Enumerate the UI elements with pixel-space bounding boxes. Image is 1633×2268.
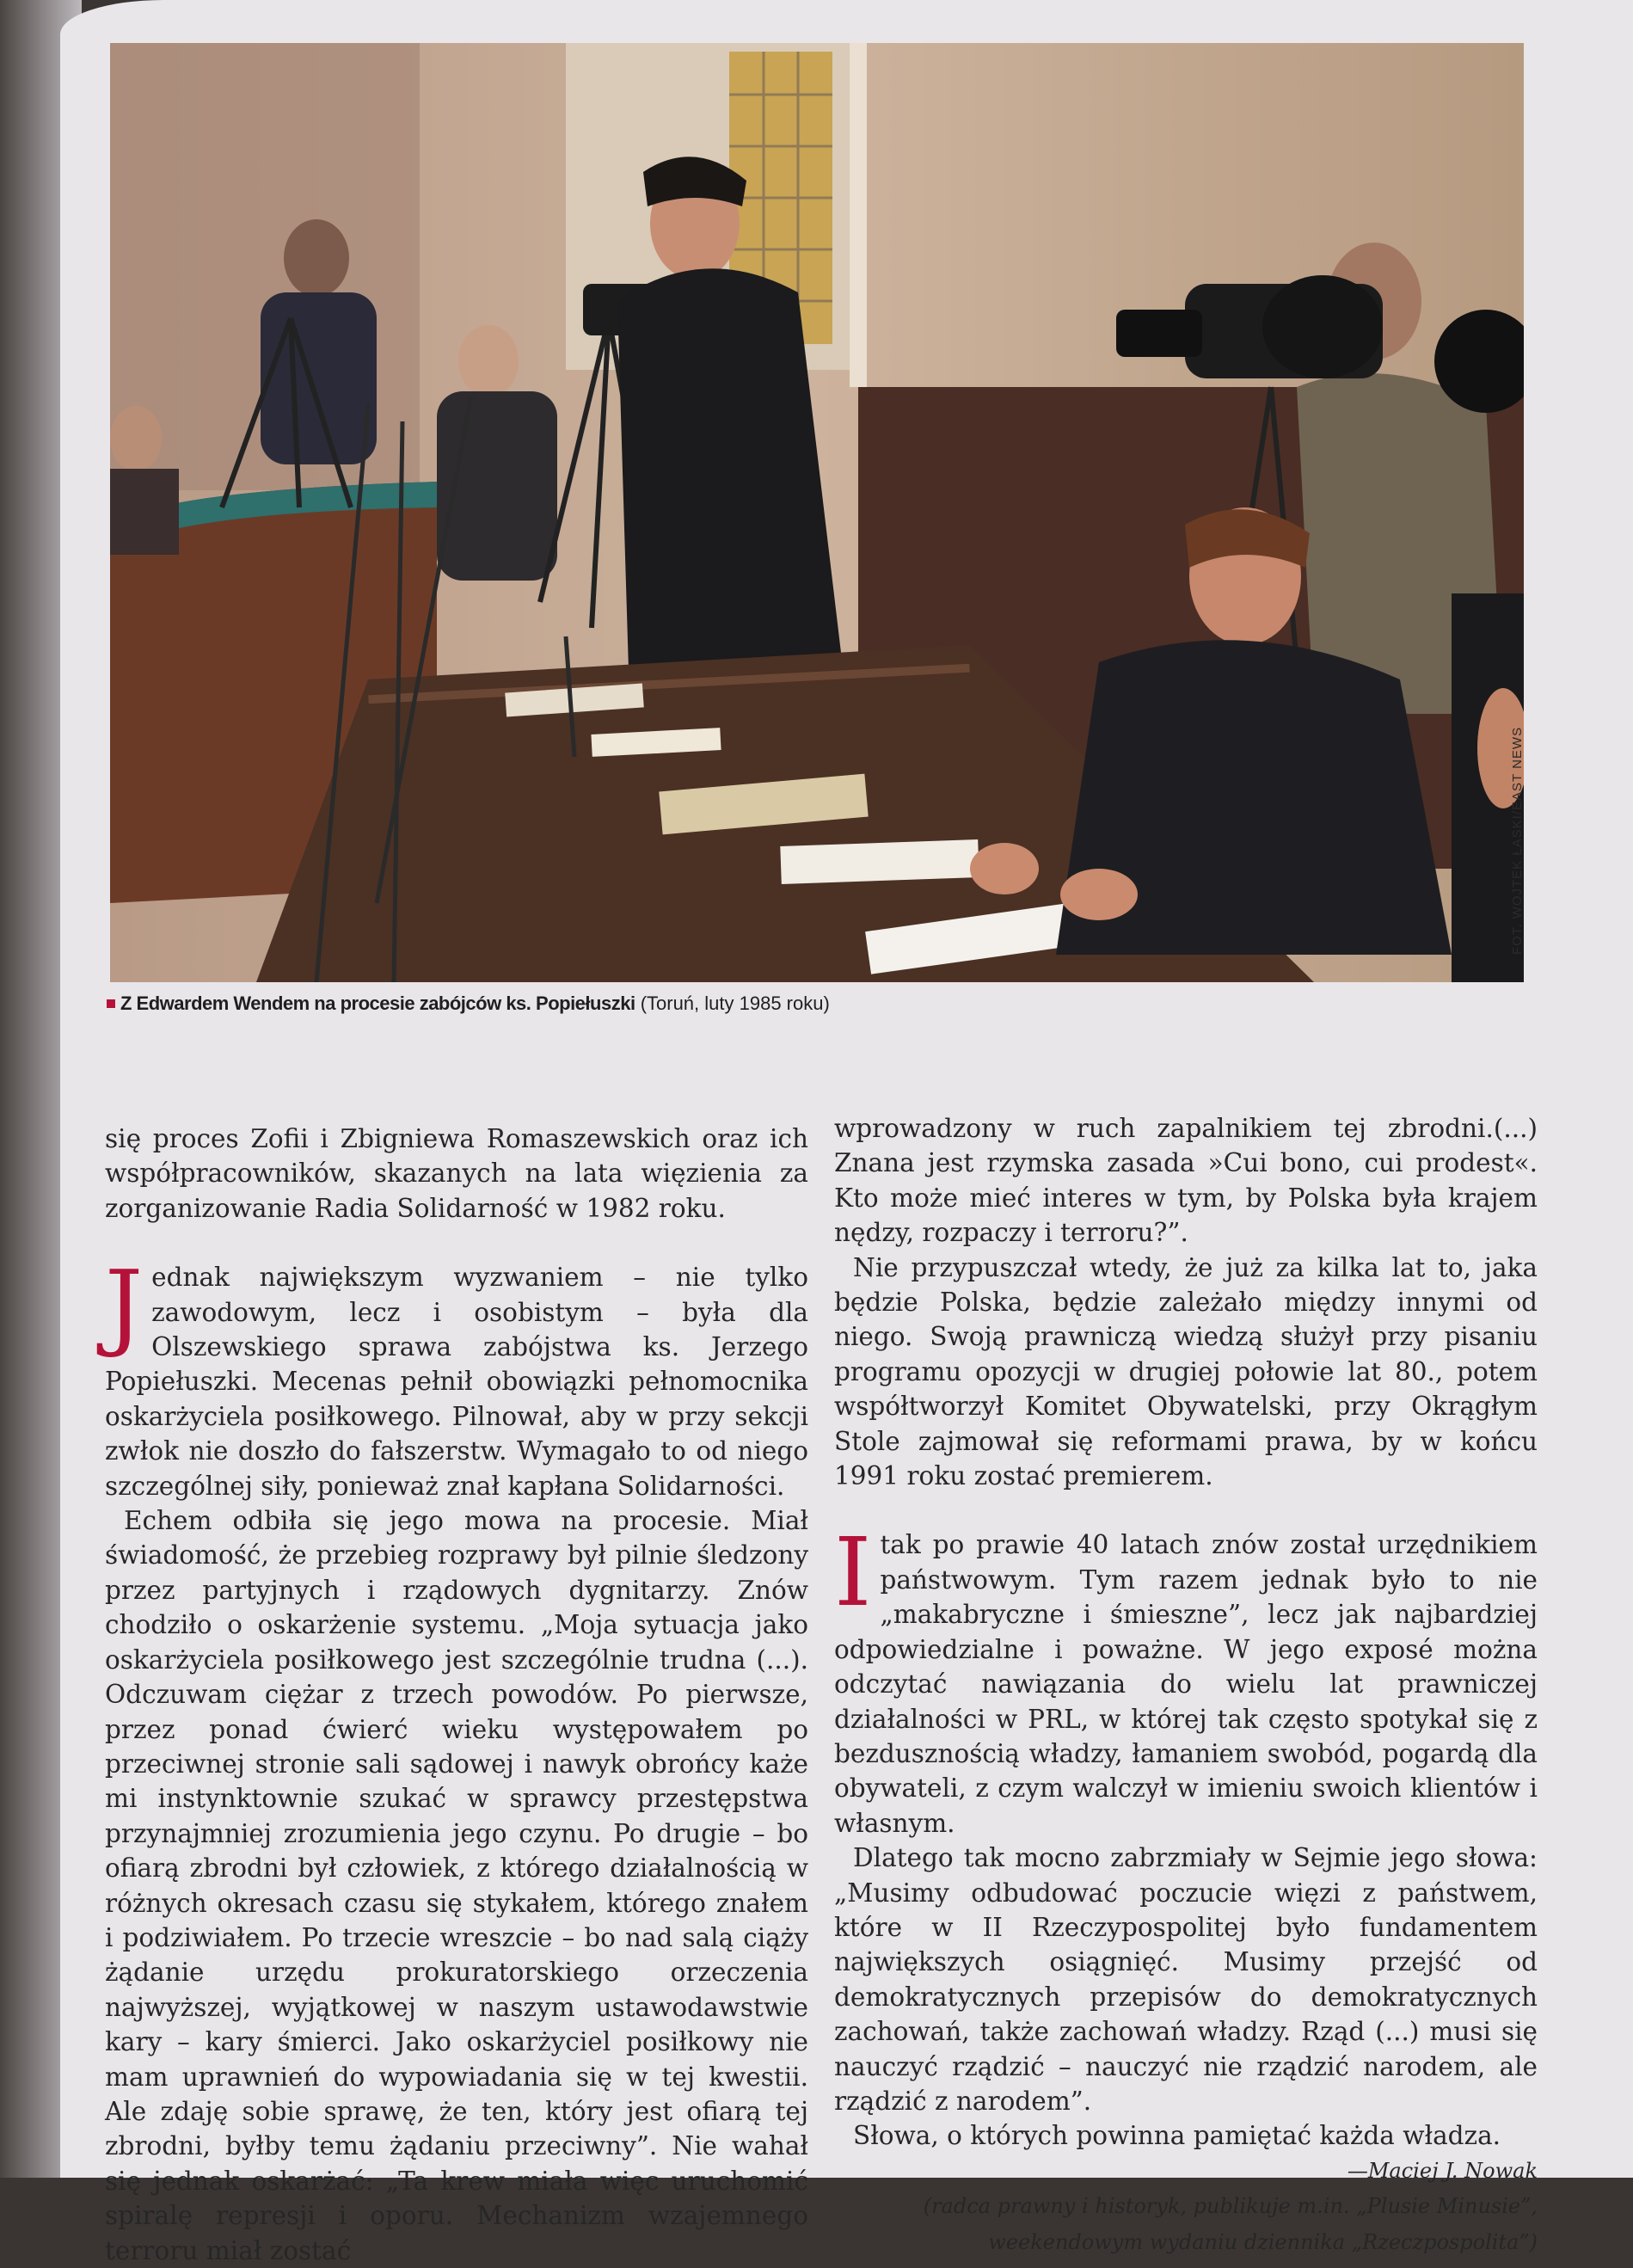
paragraph-closing: Słowa, o których powinna pamiętać każda władza. [853, 2121, 1501, 2151]
paragraph-state-official [834, 1517, 1538, 1841]
courtroom-photo-illustration [110, 43, 1524, 982]
caption-bold-text: Z Edwardem Wendem na procesie zabójców ks. Popiełuszki [120, 993, 635, 1014]
paragraph-gap [834, 1493, 1538, 1527]
caption-date-text: (Toruń, luty 1985 roku) [640, 993, 830, 1014]
paragraph-gap [105, 1226, 808, 1260]
paragraph-premier: Nie przypuszczał wtedy, że już za kilka lat to, jaka będzie Polska, będzie zależało między innymi od niego. Swoją prawniczą wiedzą służył przy pisaniu programu opozycji w drugiej połowie lat 80., potem współtworzył Komitet Obywatelski, przy Okrągłym Stole zajmował się reformami prawa, by w końcu 1991 roku zostać premierem. [834, 1252, 1538, 1491]
photo-caption [107, 993, 830, 1015]
courtroom-photo [110, 43, 1524, 982]
drop-cap-letter: J [105, 1250, 144, 1361]
author-note-line-1: (radca prawny i historyk, publikuje m.in. „Plusie Minusie”, [923, 2193, 1538, 2218]
right-text-column [834, 1111, 1538, 2260]
paragraph-continuation: się proces Zofii i Zbigniewa Romaszewskich oraz ich współpracowników, skazanych na lata więzienia za zorganizowanie Radia Solidarność w 1982 roku. [105, 1124, 808, 1223]
author-note-line-2: weekendowym wydaniu dziennika „Rzeczpospolita”) [988, 2229, 1538, 2254]
photo-credit: FOT. WOJTEK ŁASKI/EAST NEWS [1510, 726, 1525, 955]
left-text-column [105, 1122, 808, 2268]
paragraph-speech-end: wprowadzony w ruch zapalnikiem tej zbrodni.(...) Znana jest rzymska zasada »Cui bono, cui prodest«. Kto może mieć interes w tym, by Polska była krajem nędzy, rozpaczy i terroru?”. [834, 1114, 1538, 1248]
paragraph-body: ednak największym wyzwaniem – nie tylko zawodowym, lecz i osobistym – była dla Olszewskiego sprawa zabójstwa ks. Jerzego Popiełuszki. Mecenas pełnił obowiązki pełnomocnika oskarżyciela posiłkowego. Pilnował, aby w przy sekcji zwłok nie doszło do fałszerstw. Wymagało to od niego szczególnej siły, ponieważ znał kapłana Solidarności. [105, 1263, 808, 1501]
paragraph-popieluszko-case [105, 1250, 808, 1503]
author-signature: —Maciej J. Nowak [1347, 2158, 1538, 2183]
paragraph-body: tak po prawie 40 latach znów został urzędnikiem państwowym. Tym razem jednak było to nie „makabryczne i śmieszne”, lecz jak najbardziej odpowiedzialne i poważne. W jego exposé można odczytać nawiązania do wielu lat prawniczej działalności w PRL, w której tak często spotykał się z bezdusznością władzy, łamaniem swobód, pogardą dla obywateli, z czym walczył w imieniu swoich klientów i własnym. [834, 1530, 1538, 1838]
drop-cap-letter: I [834, 1517, 872, 1628]
caption-bullet-square [107, 999, 115, 1008]
paragraph-trial-speech: Echem odbiła się jego mowa na procesie. Miał świadomość, że przebieg rozprawy był pilnie śledzony przez partyjnych i rządowych dygnitarzy. Znów chodziło o oskarżenie systemu. „Moja sytuacja jako oskarżyciela posiłkowego jest szczególnie trudna (...). Odczuwam ciężar z trzech powodów. Po pierwsze, przez ponad ćwierć wieku występowałem po przeciwnej stronie sali sądowej i nawyk obrońcy każe mi instynktownie szukać w sprawcy przestępstwa przynajmniej zrozumienia jego czynu. Po drugie – bo ofiarą zbrodni był człowiek, z którego działalnością w różnych okresach czasu się stykałem, którego znałem i podziwiałem. Po trzecie wreszcie – bo nad salą ciąży żądanie urzędu prokuratorskiego orzeczenia najwyższej, wyjątkowej w naszym ustawodawstwie kary – kary śmierci. Jako oskarżyciel posiłkowy nie mam uprawnień do wypowiadania się w tej kwestii. Ale zdaję sobie sprawę, że ten, który jest ofiarą tej zbrodni, byłby temu żądaniu przeciwny”. Nie wahał się jednak oskarżać: „Ta krew miała więc uruchomić spiralę represji i oporu. Mechanizm wzajemnego terroru miał zostać [105, 1506, 808, 2265]
paragraph-sejm-words: Dlatego tak mocno zabrzmiały w Sejmie jego słowa: „Musimy odbudować poczucie więzi z państwem, które w II Rzeczypospolitej było fundamentem największych osiągnięć. Musimy przejść od demokratycznych przepisów do demokratycznych zachowań, także zachowań władzy. Rząd (...) musi się nauczyć rządzić – nauczyć nie rządzić narodem, ale rządzić z narodem”. [834, 1843, 1538, 2116]
